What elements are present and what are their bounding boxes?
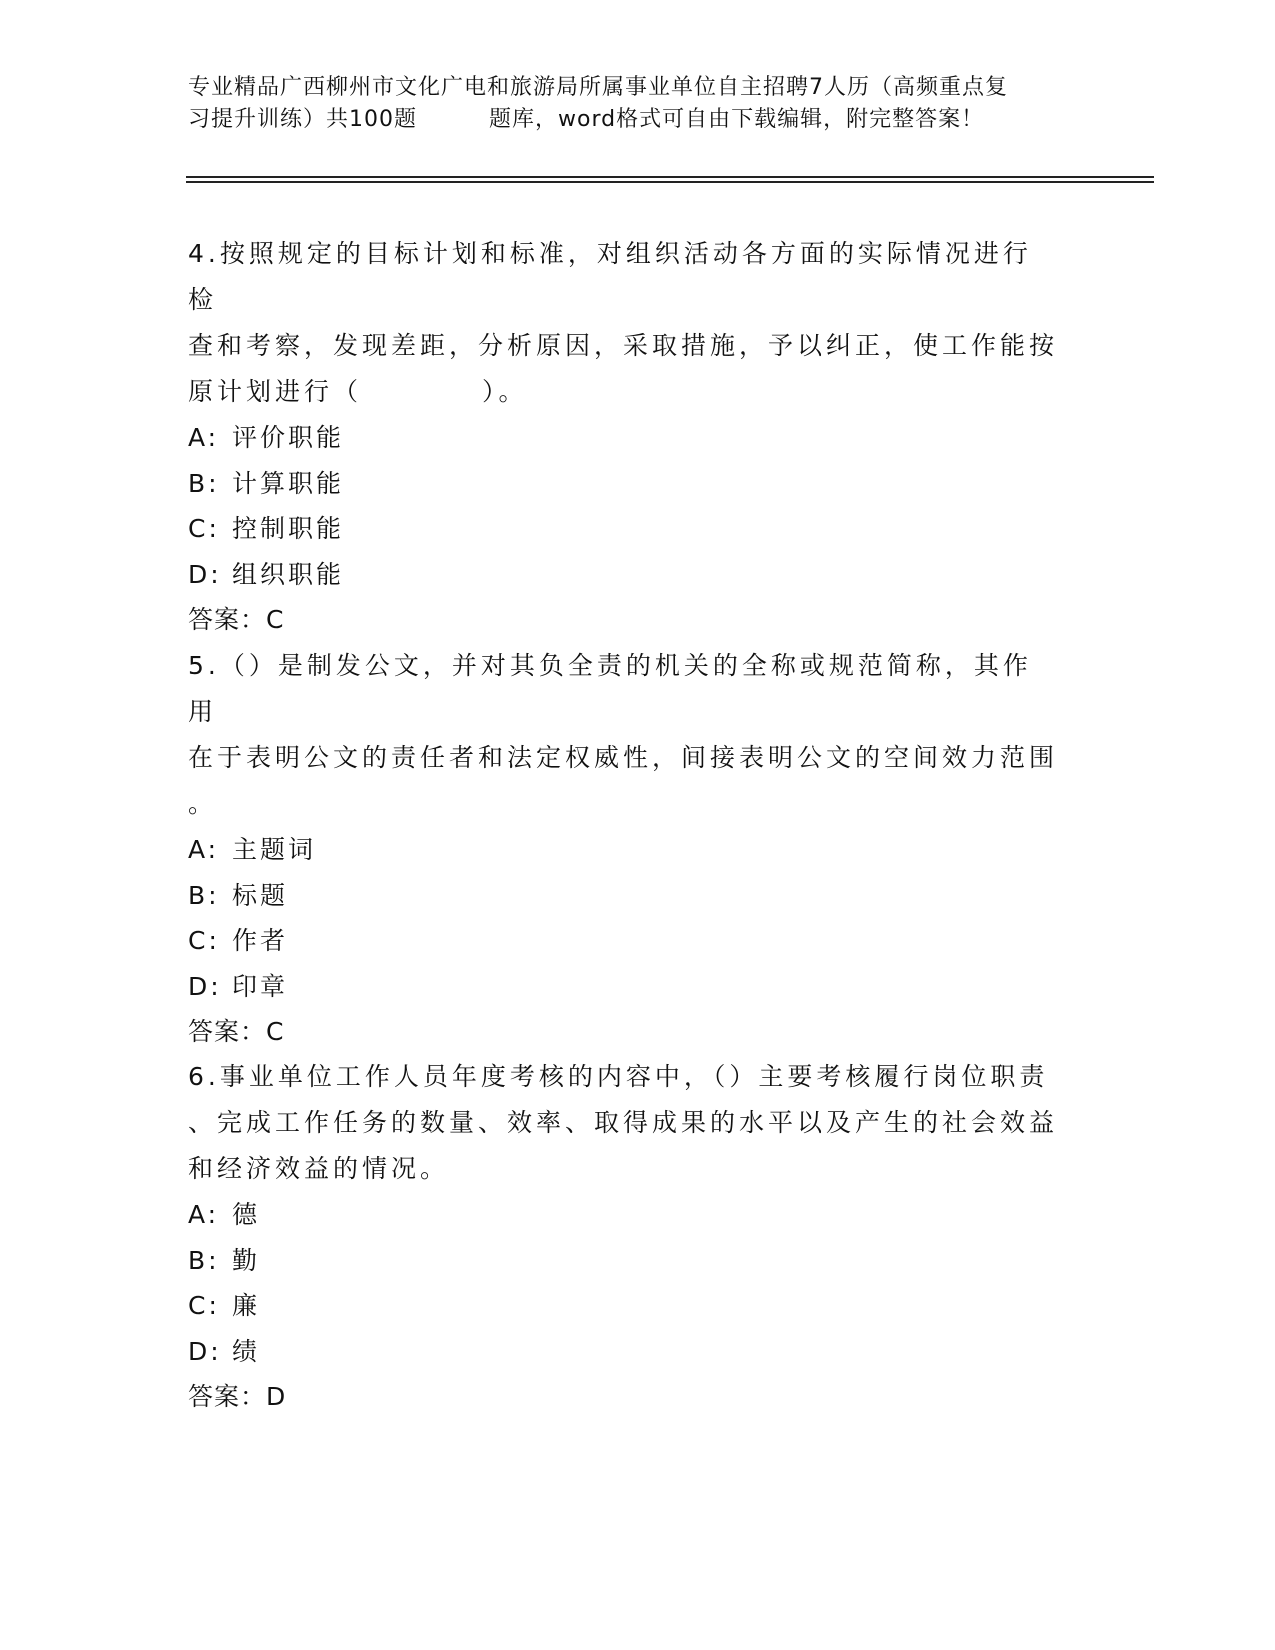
option-a	[188, 827, 1058, 873]
option-c	[188, 1283, 1058, 1329]
option-text: 作者	[232, 926, 289, 955]
option-letter: A:	[188, 1200, 220, 1229]
header-divider-top	[186, 176, 1154, 178]
option-letter: B:	[188, 468, 220, 498]
option-letter: A:	[188, 423, 220, 452]
option-text: 印章	[232, 971, 289, 1001]
option-letter: C:	[188, 1291, 220, 1320]
document-header	[188, 72, 1088, 136]
question-stem-line: 6.事业单位工作人员年度考核的内容中，（）主要考核履行岗位职责	[188, 1062, 1049, 1091]
option-letter: D:	[188, 971, 222, 1001]
question-5	[188, 643, 1058, 1055]
question-stem-line: 、完成工作任务的数量、效率、取得成果的水平以及产生的社会效益	[188, 1108, 1059, 1137]
option-text: 德	[232, 1200, 261, 1229]
option-letter: C:	[188, 514, 220, 543]
question-stem-line: 5.（）是制发公文，并对其负全责的机关的全称或规范简称，其作用	[188, 651, 1032, 726]
question-stem-text: 原计划进行（	[188, 377, 363, 406]
option-text: 绩	[232, 1336, 261, 1366]
option-letter: C:	[188, 926, 220, 955]
option-text: 组织职能	[232, 559, 345, 589]
option-text: 勤	[232, 1245, 261, 1275]
question-stem-line: 在于表明公文的责任者和法定权威性，间接表明公文的空间效力范围	[188, 743, 1059, 772]
option-b	[188, 1238, 1058, 1284]
question-stem-line	[188, 369, 1058, 415]
option-text: 主题词	[232, 835, 317, 864]
option-b	[188, 873, 1058, 919]
option-c	[188, 918, 1058, 964]
header-line-1: 专业精品广西柳州市文化广电和旅游局所属事业单位自主招聘7人历（高频重点复	[188, 75, 1008, 100]
question-stem-line: 。	[188, 789, 218, 818]
answer-line: 答案：C	[188, 1017, 285, 1046]
header-line-2-right: 题库，word格式可自由下载编辑，附完整答案！	[489, 107, 985, 132]
option-text: 廉	[232, 1291, 261, 1320]
answer-line: 答案：D	[188, 1382, 287, 1411]
option-text: 控制职能	[232, 514, 345, 543]
question-stem-line: 查和考察，发现差距，分析原因，采取措施，予以纠正，使工作能按	[188, 331, 1059, 360]
option-text: 计算职能	[232, 468, 345, 498]
option-d	[188, 552, 1058, 598]
option-d	[188, 1329, 1058, 1375]
header-line-2-left: 习提升训练）共100题	[188, 107, 417, 132]
answer-line: 答案：C	[188, 605, 285, 634]
question-stem-text: ）。	[482, 377, 528, 406]
question-stem-line: 4.按照规定的目标计划和标准，对组织活动各方面的实际情况进行检	[188, 239, 1032, 314]
option-text: 评价职能	[232, 423, 345, 452]
question-stem-line: 和经济效益的情况。	[188, 1154, 450, 1183]
question-6	[188, 1054, 1058, 1420]
header-divider-bottom	[186, 181, 1154, 183]
option-letter: B:	[188, 1245, 220, 1275]
option-a	[188, 1192, 1058, 1238]
option-c	[188, 506, 1058, 552]
option-a	[188, 415, 1058, 461]
option-letter: B:	[188, 880, 220, 910]
header-line-2	[188, 104, 1088, 136]
question-4	[188, 231, 1058, 643]
option-b	[188, 461, 1058, 507]
option-d	[188, 964, 1058, 1010]
option-letter: D:	[188, 559, 222, 589]
option-text: 标题	[232, 880, 289, 910]
option-letter: A:	[188, 835, 220, 864]
option-letter: D:	[188, 1336, 222, 1366]
